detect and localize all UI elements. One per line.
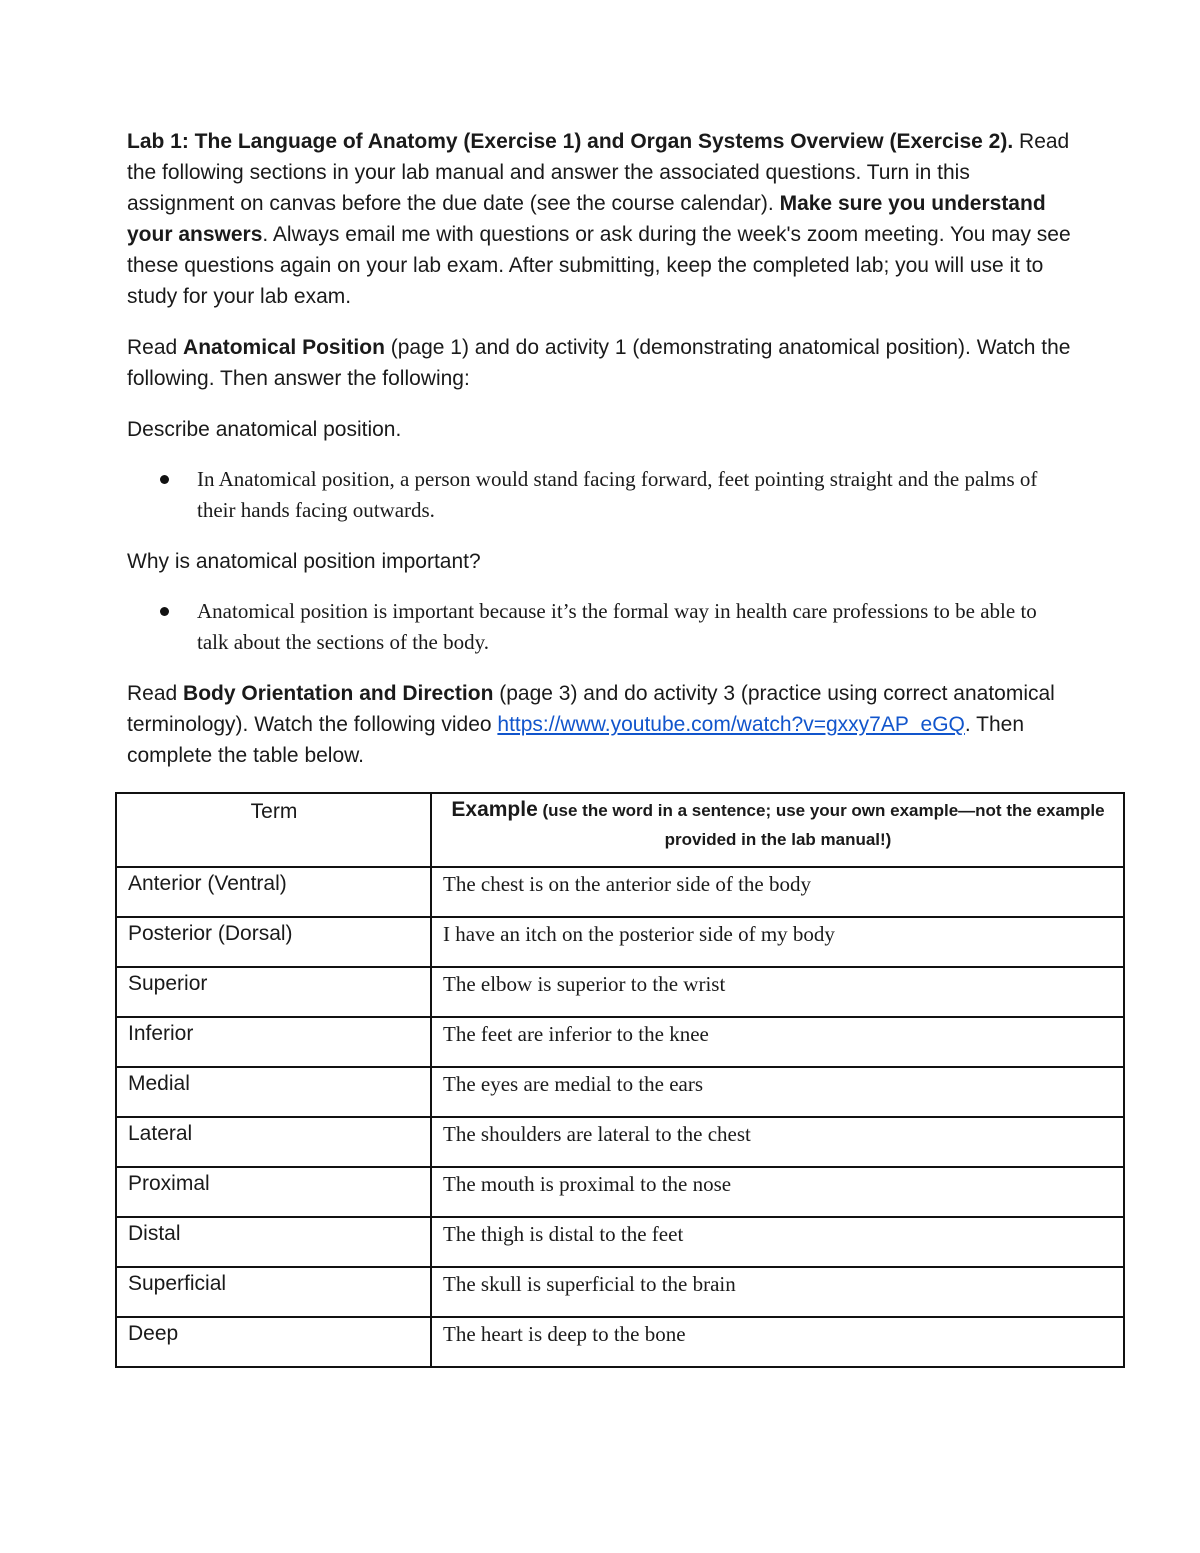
example-cell[interactable]: The eyes are medial to the ears bbox=[431, 1067, 1124, 1117]
section-topic: Body Orientation and Direction bbox=[183, 682, 494, 705]
column-header-example bbox=[431, 793, 1124, 867]
term-cell: Inferior bbox=[116, 1017, 431, 1067]
terminology-table bbox=[115, 792, 1125, 1368]
bullet-icon bbox=[160, 475, 169, 484]
lab-title: Lab 1: The Language of Anatomy (Exercise 1) and Organ Systems Overview (Exercise 2). bbox=[127, 130, 1014, 153]
example-cell[interactable]: The elbow is superior to the wrist bbox=[431, 967, 1124, 1017]
example-cell[interactable]: I have an itch on the posterior side of my body bbox=[431, 917, 1124, 967]
video-link[interactable]: https://www.youtube.com/watch?v=gxxy7AP_eGQ bbox=[497, 713, 965, 736]
example-cell[interactable]: The shoulders are lateral to the chest bbox=[431, 1117, 1124, 1167]
section-topic: Anatomical Position bbox=[183, 336, 385, 359]
example-cell[interactable]: The heart is deep to the bone bbox=[431, 1317, 1124, 1367]
term-cell: Distal bbox=[116, 1217, 431, 1267]
term-cell: Proximal bbox=[116, 1167, 431, 1217]
read-label: Read bbox=[127, 682, 184, 705]
section-body-orientation bbox=[127, 678, 1057, 771]
bullet-icon bbox=[160, 607, 169, 616]
question-describe: Describe anatomical position. bbox=[127, 418, 402, 441]
term-cell: Lateral bbox=[116, 1117, 431, 1167]
section-anatomical-position bbox=[127, 332, 1077, 394]
table-row bbox=[116, 1117, 1124, 1167]
table-row bbox=[116, 1267, 1124, 1317]
column-header-term: Term bbox=[116, 793, 431, 867]
table-row bbox=[116, 1017, 1124, 1067]
table-row bbox=[116, 1167, 1124, 1217]
term-cell: Superficial bbox=[116, 1267, 431, 1317]
answer-text: In Anatomical position, a person would stand facing forward, feet pointing straight and the palms of their hands facing outwards. bbox=[197, 467, 1038, 522]
example-cell[interactable]: The chest is on the anterior side of the body bbox=[431, 867, 1124, 917]
answer-text: Anatomical position is important because it’s the formal way in health care professions to be able to talk about the sections of the body. bbox=[197, 599, 1037, 654]
table-row bbox=[116, 1067, 1124, 1117]
term-cell: Superior bbox=[116, 967, 431, 1017]
example-cell[interactable]: The thigh is distal to the feet bbox=[431, 1217, 1124, 1267]
table-header-row bbox=[116, 793, 1124, 867]
table-row bbox=[116, 1217, 1124, 1267]
term-cell: Medial bbox=[116, 1067, 431, 1117]
intro-text-continued: . Always email me with questions or ask during the week's zoom meeting. You may see these questions again on your lab exam. After submitting, keep the completed lab; you will use it to study for your lab exam. bbox=[127, 223, 1071, 308]
example-cell[interactable]: The skull is superficial to the brain bbox=[431, 1267, 1124, 1317]
example-cell[interactable]: The feet are inferior to the knee bbox=[431, 1017, 1124, 1067]
table-row bbox=[116, 1317, 1124, 1367]
intro-paragraph bbox=[127, 126, 1077, 312]
term-cell: Deep bbox=[116, 1317, 431, 1367]
term-cell: Anterior (Ventral) bbox=[116, 867, 431, 917]
intro-text: Read the following sections in your lab manual and answer the associated questions. Turn in this assignment on canvas before the due date (see the course calendar). bbox=[127, 130, 1070, 215]
example-header-label: Example bbox=[451, 798, 538, 821]
emphasis-text: Make sure you understand your answers bbox=[127, 192, 1046, 246]
question-importance: Why is anatomical position important? bbox=[127, 550, 481, 573]
section-instructions: (page 1) and do activity 1 (demonstrating anatomical position). Watch the following. Then answer the following: bbox=[127, 336, 1071, 390]
table-row bbox=[116, 917, 1124, 967]
example-cell[interactable]: The mouth is proximal to the nose bbox=[431, 1167, 1124, 1217]
read-label: Read bbox=[127, 336, 184, 359]
table-row bbox=[116, 867, 1124, 917]
section-instructions: (page 3) and do activity 3 (practice using correct anatomical terminology). Watch the following video bbox=[127, 682, 1055, 736]
table-row bbox=[116, 967, 1124, 1017]
term-cell: Posterior (Dorsal) bbox=[116, 917, 431, 967]
example-header-note: (use the word in a sentence; use your own example—not the example provided in the lab manual!) bbox=[537, 801, 1105, 849]
section-instructions-end: . Then complete the table below. bbox=[127, 713, 1025, 767]
